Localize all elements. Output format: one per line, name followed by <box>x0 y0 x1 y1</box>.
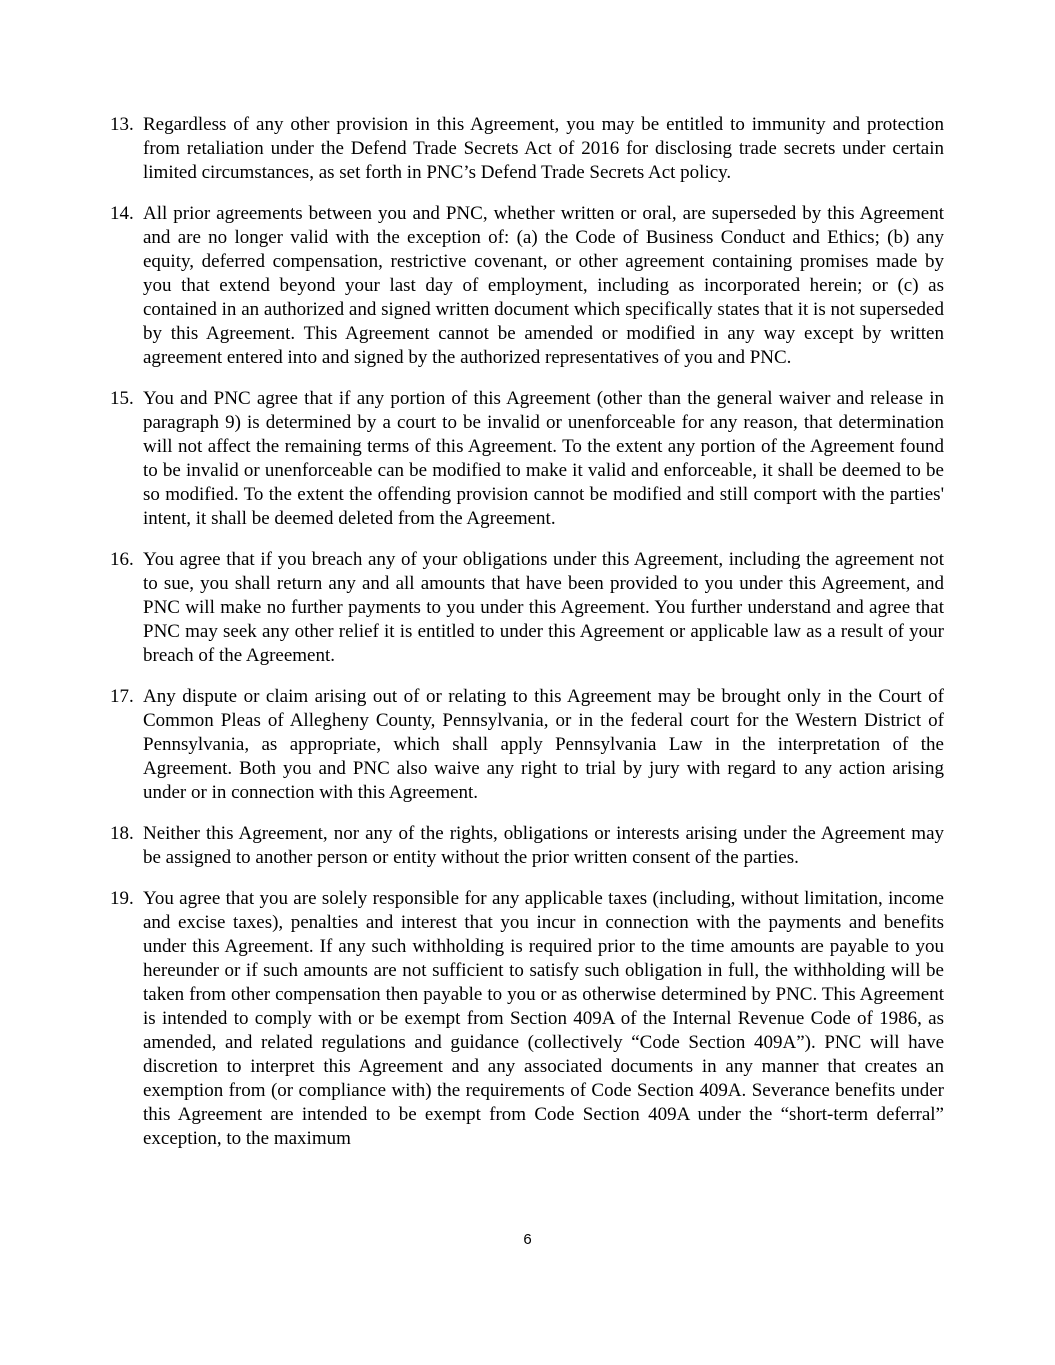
paragraph-text: You agree that you are solely responsible for any applicable taxes (including, without limitation, income and excise taxes), penalties and interest that you incur in connection with the payments and benefits under this Agreement. If any such withholding is required prior to the time amounts are payable to you hereunder or if such amounts are not sufficient to satisfy such obligation in full, the withholding will be taken from other compensation then payable to you or as otherwise determined by PNC. This Agreement is intended to comply with or be exempt from Section 409A of the Internal Revenue Code of 1986, as amended, and related regulations and guidance (collectively “Code Section 409A”). PNC will have discretion to interpret this Agreement and any associated documents in any manner that creates an exemption from (or compliance with) the requirements of Code Section 409A. Severance benefits under this Agreement are intended to be exempt from Code Section 409A under the “short-term deferral” exception, to the maximum <box>143 888 944 1149</box>
paragraph-16 <box>110 548 944 668</box>
paragraph-number: 19. <box>110 888 134 909</box>
paragraph-number: 16. <box>110 549 134 570</box>
paragraph-text: Any dispute or claim arising out of or relating to this Agreement may be brought only in the Court of Common Pleas of Allegheny County, Pennsylvania, or in the federal court for the Western District of Pennsylvania, as appropriate, which shall apply Pennsylvania Law in the interpretation of the Agreement. Both you and PNC also waive any right to trial by jury with regard to any action arising under or in connection with this Agreement. <box>143 686 944 803</box>
paragraph-13 <box>110 113 944 185</box>
paragraph-number: 15. <box>110 388 134 409</box>
paragraph-17 <box>110 685 944 805</box>
paragraph-14 <box>110 202 944 370</box>
paragraph-18 <box>110 822 944 870</box>
paragraph-19 <box>110 887 944 1151</box>
page-number: 6 <box>523 1231 532 1248</box>
paragraph-text: Regardless of any other provision in this Agreement, you may be entitled to immunity and protection from retaliation under the Defend Trade Secrets Act of 2016 for disclosing trade secrets under certain limited circumstances, as set forth in PNC’s Defend Trade Secrets Act policy. <box>143 114 944 183</box>
paragraph-text: You and PNC agree that if any portion of this Agreement (other than the general waiver and release in paragraph 9) is determined by a court to be invalid or unenforceable for any reason, that determination will not affect the remaining terms of this Agreement. To the extent any portion of the Agreement found to be invalid or unenforceable can be modified to make it valid and enforceable, it shall be deemed to be so modified. To the extent the offending provision cannot be modified and still comport with the parties' intent, it shall be deemed deleted from the Agreement. <box>143 388 944 529</box>
paragraph-text: You agree that if you breach any of your obligations under this Agreement, including the agreement not to sue, you shall return any and all amounts that have been provided to you under this Agreement, and PNC will make no further payments to you under this Agreement. You further understand and agree that PNC may seek any other relief it is entitled to under this Agreement or applicable law as a result of your breach of the Agreement. <box>143 549 944 666</box>
paragraph-15 <box>110 387 944 531</box>
paragraph-text: Neither this Agreement, nor any of the rights, obligations or interests arising under the Agreement may be assigned to another person or entity without the prior written consent of the parties. <box>143 823 944 868</box>
paragraph-number: 18. <box>110 823 134 844</box>
paragraph-text: All prior agreements between you and PNC, whether written or oral, are superseded by this Agreement and are no longer valid with the exception of: (a) the Code of Business Conduct and Ethics; (b) any equity, deferred compensation, restrictive covenant, or other agreement containing promises made by you that extend beyond your last day of employment, including as incorporated herein; or (c) as contained in an authorized and signed written document which specifically states that it is not superseded by this Agreement. This Agreement cannot be amended or modified in any way except by written agreement entered into and signed by the authorized representatives of you and PNC. <box>143 203 944 368</box>
paragraph-number: 13. <box>110 114 134 135</box>
paragraph-number: 17. <box>110 686 134 707</box>
paragraph-number: 14. <box>110 203 134 224</box>
document-body <box>110 113 944 1168</box>
